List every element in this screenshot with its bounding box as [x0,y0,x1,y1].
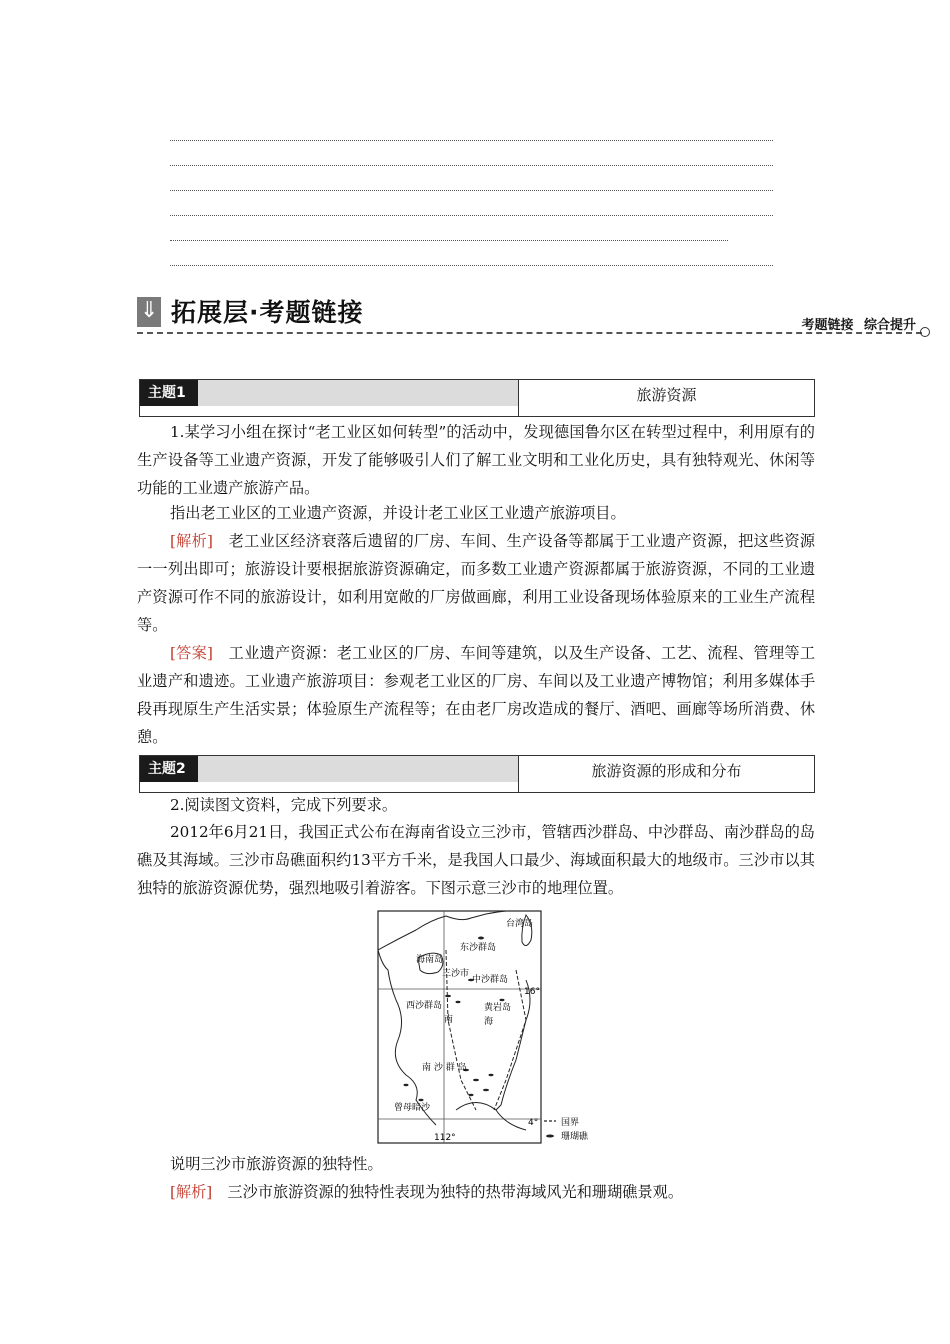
map-label-hainan: 海南岛 [416,955,444,965]
question-1-ask: 指出老工业区的工业遗产资源，并设计老工业区工业遗产旅游项目。 [170,504,626,522]
question-2-analysis [137,1178,815,1206]
analysis-tag: [解析] [170,1183,213,1201]
dotted-line [170,215,773,216]
map-label-hai: 海 [484,1017,494,1027]
topic-bar [198,380,518,406]
banner-subtitle: 考题链接 综合提升 [801,318,916,333]
map-label-nan: 南 [444,1015,454,1025]
topic-tab: 主题1 [140,380,198,406]
question-1-analysis [137,527,815,639]
question-2-ask: 说明三沙市旅游资源的独特性。 [170,1155,383,1173]
legend-coral-label: 珊瑚礁 [561,1132,589,1142]
map-label-zhongsha: 中沙群岛 [472,975,509,985]
dotted-line [170,240,728,241]
map-label-4: 4° [528,1118,539,1128]
analysis-text: 三沙市旅游资源的独特性表现为独特的热带海域风光和珊瑚礁景观。 [227,1183,684,1201]
dotted-line [170,190,773,191]
topic-bar [198,756,518,782]
banner-title: 拓展层·考题链接 [171,298,364,327]
section-banner [137,292,932,338]
map-label-zengmu: 曾母暗沙 [394,1103,431,1113]
map-label-sansha: 三沙市 [442,969,470,979]
down-arrow-icon: ⇓ [137,297,161,327]
topic-label: 旅游资源的形成和分布 [591,762,742,780]
answer-tag: [答案] [170,644,213,662]
question-1-answer [137,639,815,751]
question-2-material: 2012年6月21日，我国正式公布在海南省设立三沙市，管辖西沙群岛、中沙群岛、南沙群岛的岛礁及其海域。三沙市岛礁面积约13平方千米，是我国人口最少、海域面积最大的地级市。三沙市以其独特的旅游资源优势，强烈地吸引着游客。下图示意三沙市的地理位置。 [137,823,815,897]
map-label-16: 16° [524,987,540,997]
map-label-xisha: 西沙群岛 [406,1001,443,1011]
dotted-line [170,265,773,266]
dotted-line [170,165,773,166]
question-1-stem: 1.某学习小组在探讨“老工业区如何转型”的活动中，发现德国鲁尔区在转型过程中，利用原有的生产设备等工业遗产资源，开发了能够吸引人们了解工业文明和工业化历史，具有独特观光、休闲等功能的工业遗产旅游产品。 [137,423,815,497]
dotted-line [170,140,773,141]
topic-label: 旅游资源 [636,386,697,404]
analysis-text: 老工业区经济衰落后遗留的厂房、车间、生产设备等都属于工业遗产资源，把这些资源一一列出即可；旅游设计要根据旅游资源确定，而多数工业遗产资源都属于旅游资源，不同的工业遗产资源可作不同的旅游设计，如利用宽敞的厂房做画廊，利用工业设备现场体验原来的工业生产流程等。 [137,532,816,634]
map-label-dongsha: 东沙群岛 [460,943,497,953]
map-label-112: 112° [434,1133,456,1143]
analysis-tag: [解析] [170,532,213,550]
question-2-stem: 2.阅读图文资料，完成下列要求。 [170,796,398,814]
legend-coral-symbol [546,1135,554,1138]
sansha-map [376,910,604,1146]
map-label-nansha: 南 沙 群 岛 [422,1063,467,1073]
topic-tab: 主题2 [140,756,198,782]
topic-header-1 [139,379,815,417]
answer-text: 工业遗产资源：老工业区的厂房、车间等建筑，以及生产设备、工艺、流程、管理等工业遗产和遗迹。工业遗产旅游项目：参观老工业区的厂房、车间以及工业遗产博物馆；利用多媒体手段再现原生产生活实景；体验原生产流程等；在由老厂房改造成的餐厅、酒吧、画廊等场所消费、休憩。 [137,644,816,746]
topic-header-2 [139,755,815,793]
map-label-huangyan: 黄岩岛 [484,1003,512,1013]
legend-border-label: 国界 [561,1118,580,1128]
map-label-taiwan: 台湾岛 [506,919,534,929]
circle-icon [920,327,930,337]
banner-rule [137,332,922,334]
